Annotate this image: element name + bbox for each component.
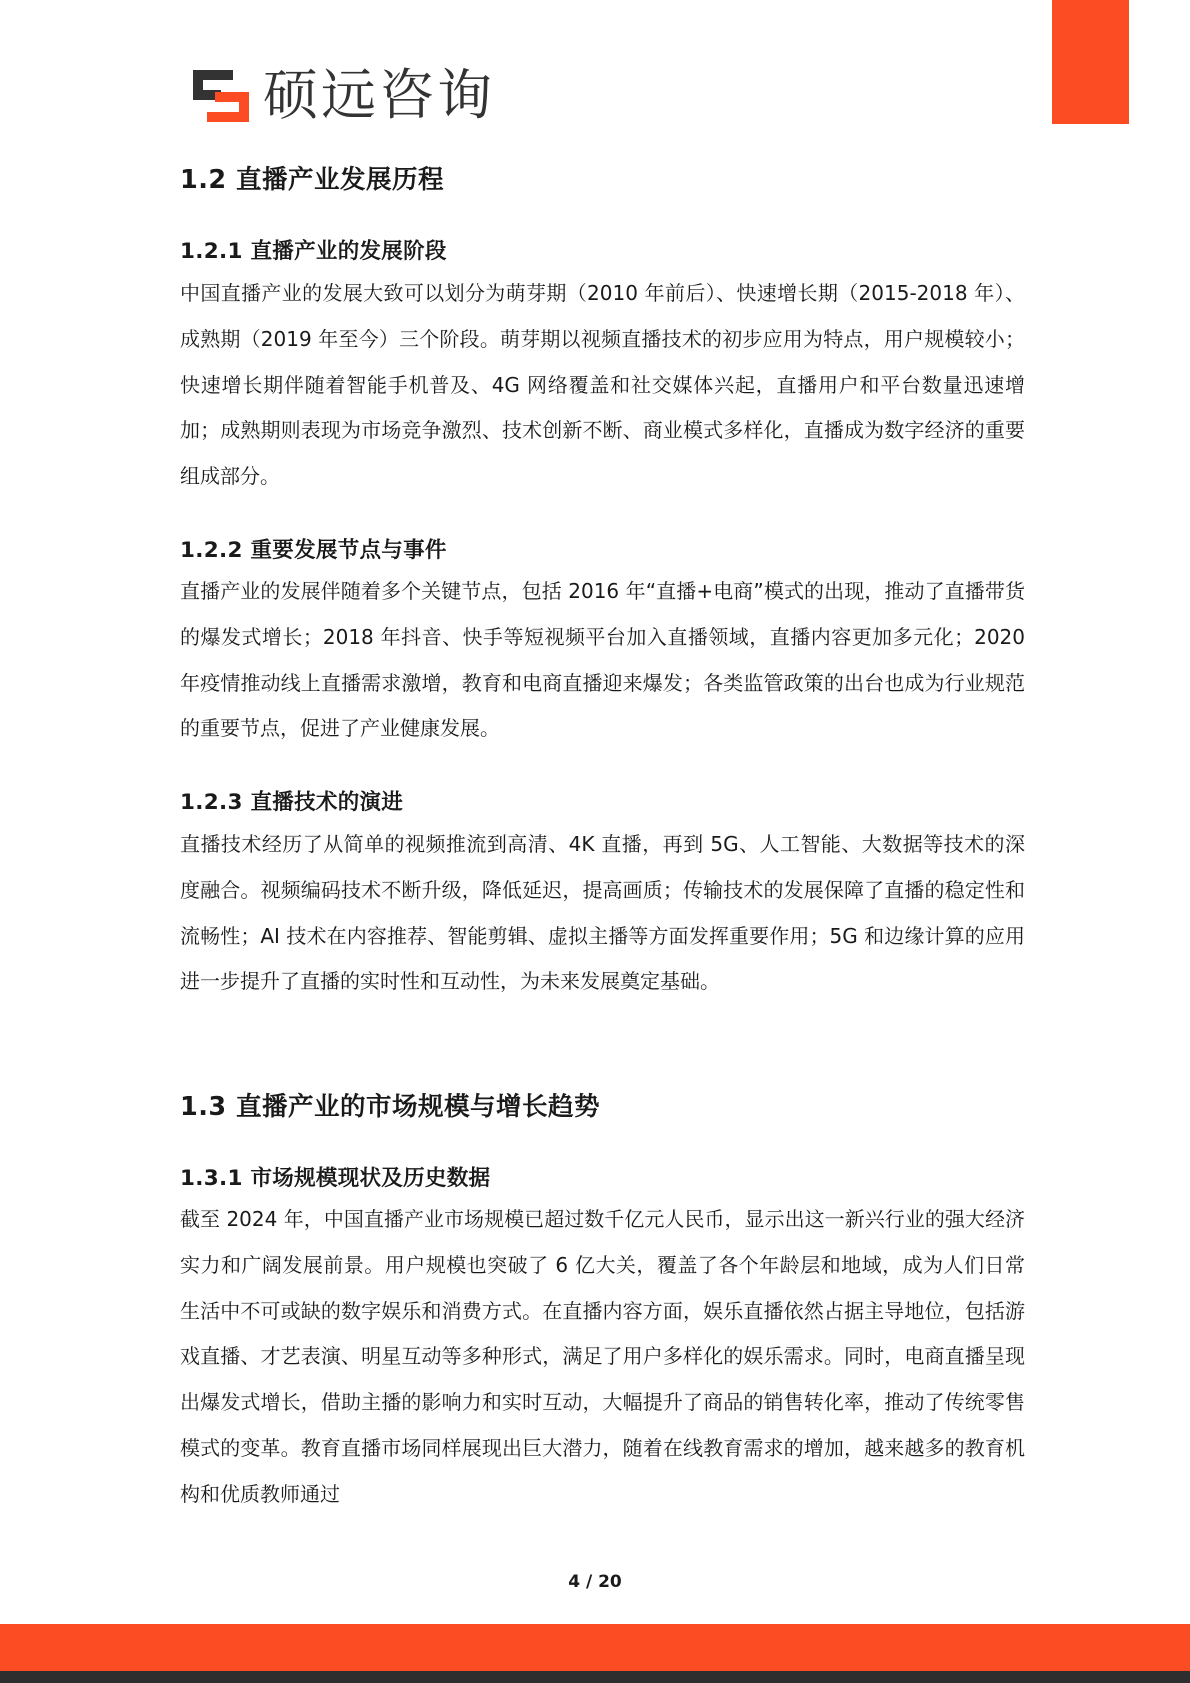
subsection-heading-1-2-3: 1.2.3 直播技术的演进 xyxy=(180,790,404,815)
brand-logo xyxy=(193,63,496,127)
subsection-heading-1-3-1: 1.3.1 市场规模现状及历史数据 xyxy=(180,1166,491,1191)
paragraph-1-2-3: 直播技术经历了从简单的视频推流到高清、4K 直播，再到 5G、人工智能、大数据等技术的深度融合。视频编码技术不断升级，降低延迟，提高画质；传输技术的发展保障了直播的稳定性和流畅性；AI 技术在内容推荐、智能剪辑、虚拟主播等方面发挥重要作用；5G 和边缘计算的应用进一步提升了直播的实时性和互动性，为未来发展奠定基础。 xyxy=(180,832,1025,994)
corner-accent-tab xyxy=(1052,0,1129,124)
footer-accent-bar xyxy=(0,1624,1190,1671)
s-square-logo-icon xyxy=(193,70,249,122)
subsection-heading-1-2-1: 1.2.1 直播产业的发展阶段 xyxy=(180,239,447,264)
paragraph-1-2-2: 直播产业的发展伴随着多个关键节点，包括 2016 年“直播+电商”模式的出现，推动了直播带货的爆发式增长；2018 年抖音、快手等短视频平台加入直播领域，直播内容更加多元化；2020 年疫情推动线上直播需求激增，教育和电商直播迎来爆发；各类监管政策的出台也成为行业规范的重要节点，促进了产业健康发展。 xyxy=(180,579,1025,741)
subsection-heading-1-2-2: 1.2.2 重要发展节点与事件 xyxy=(180,538,447,563)
brand-name: 硕远咨询 xyxy=(263,63,496,127)
page-number: 4 / 20 xyxy=(568,1572,622,1592)
footer-dark-bar xyxy=(0,1671,1190,1683)
section-heading-1-2: 1.2 直播产业发展历程 xyxy=(180,165,445,195)
paragraph-1-3-1: 截至 2024 年，中国直播产业市场规模已超过数千亿元人民币，显示出这一新兴行业的强大经济实力和广阔发展前景。用户规模也突破了 6 亿大关，覆盖了各个年龄层和地域，成为人们日常生活中不可或缺的数字娱乐和消费方式。在直播内容方面，娱乐直播依然占据主导地位，包括游戏直播、才艺表演、明星互动等多种形式，满足了用户多样化的娱乐需求。同时，电商直播呈现出爆发式增长，借助主播的影响力和实时互动，大幅提升了商品的销售转化率，推动了传统零售模式的变革。教育直播市场同样展现出巨大潜力，随着在线教育需求的增加，越来越多的教育机构和优质教师通过 xyxy=(180,1207,1025,1506)
section-heading-1-3: 1.3 直播产业的市场规模与增长趋势 xyxy=(180,1092,601,1122)
paragraph-1-2-1: 中国直播产业的发展大致可以划分为萌芽期（2010 年前后）、快速增长期（2015-2018 年）、成熟期（2019 年至今）三个阶段。萌芽期以视频直播技术的初步应用为特点，用户规模较小；快速增长期伴随着智能手机普及、4G 网络覆盖和社交媒体兴起，直播用户和平台数量迅速增加；成熟期则表现为市场竞争激烈、技术创新不断、商业模式多样化，直播成为数字经济的重要组成部分。 xyxy=(180,281,1025,489)
